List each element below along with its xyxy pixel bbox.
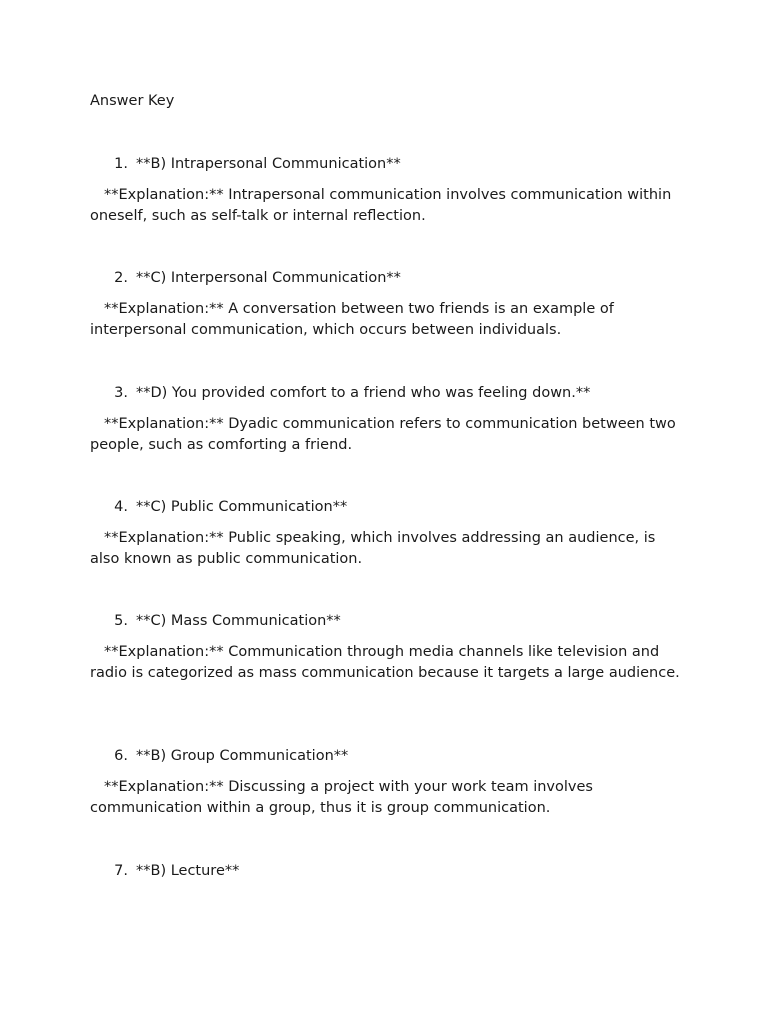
item-number: 1. [114, 156, 128, 172]
answer-text: **B) Group Communication** [136, 748, 349, 764]
item-number: 7. [114, 863, 128, 879]
answer-text: **C) Interpersonal Communication** [136, 270, 401, 286]
answer-line [90, 268, 690, 289]
answer-text: **C) Public Communication** [136, 499, 348, 515]
answer-item-4 [90, 497, 690, 570]
explanation-text: **Explanation:** Public speaking, which involves addressing an audience, is also known as public communication. [90, 530, 656, 567]
item-number: 4. [114, 499, 128, 515]
answer-line [90, 861, 690, 882]
item-number: 2. [114, 270, 128, 286]
answer-item-6 [90, 746, 690, 819]
explanation-text: **Explanation:** Communication through media channels like television and radio is categorized as mass communication because it targets a large audience. [90, 644, 680, 681]
answer-item-3 [90, 383, 690, 456]
answer-line [90, 746, 690, 767]
answer-item-7 [90, 861, 690, 882]
explanation-text: **Explanation:** Intrapersonal communication involves communication within oneself, such as self-talk or internal reflection. [90, 187, 672, 224]
answer-text: **C) Mass Communication** [136, 613, 341, 629]
item-number: 6. [114, 748, 128, 764]
answer-line [90, 154, 690, 175]
item-number: 3. [114, 385, 128, 401]
answer-text: **B) Lecture** [136, 863, 240, 879]
answer-item-1 [90, 154, 690, 227]
answer-item-2 [90, 268, 690, 341]
answer-line [90, 611, 690, 632]
answer-text: **B) Intrapersonal Communication** [136, 156, 401, 172]
answer-line [90, 383, 690, 404]
answer-item-5 [90, 611, 690, 684]
explanation-text: **Explanation:** Dyadic communication refers to communication between two people, such as comforting a friend. [90, 416, 676, 453]
answer-line [90, 497, 690, 518]
explanation-text: **Explanation:** A conversation between two friends is an example of interpersonal communication, which occurs between individuals. [90, 301, 614, 338]
answer-text: **D) You provided comfort to a friend who was feeling down.** [136, 385, 591, 401]
explanation-text: **Explanation:** Discussing a project with your work team involves communication within a group, thus it is group communication. [90, 779, 593, 816]
item-number: 5. [114, 613, 128, 629]
page-title: Answer Key [90, 93, 175, 109]
